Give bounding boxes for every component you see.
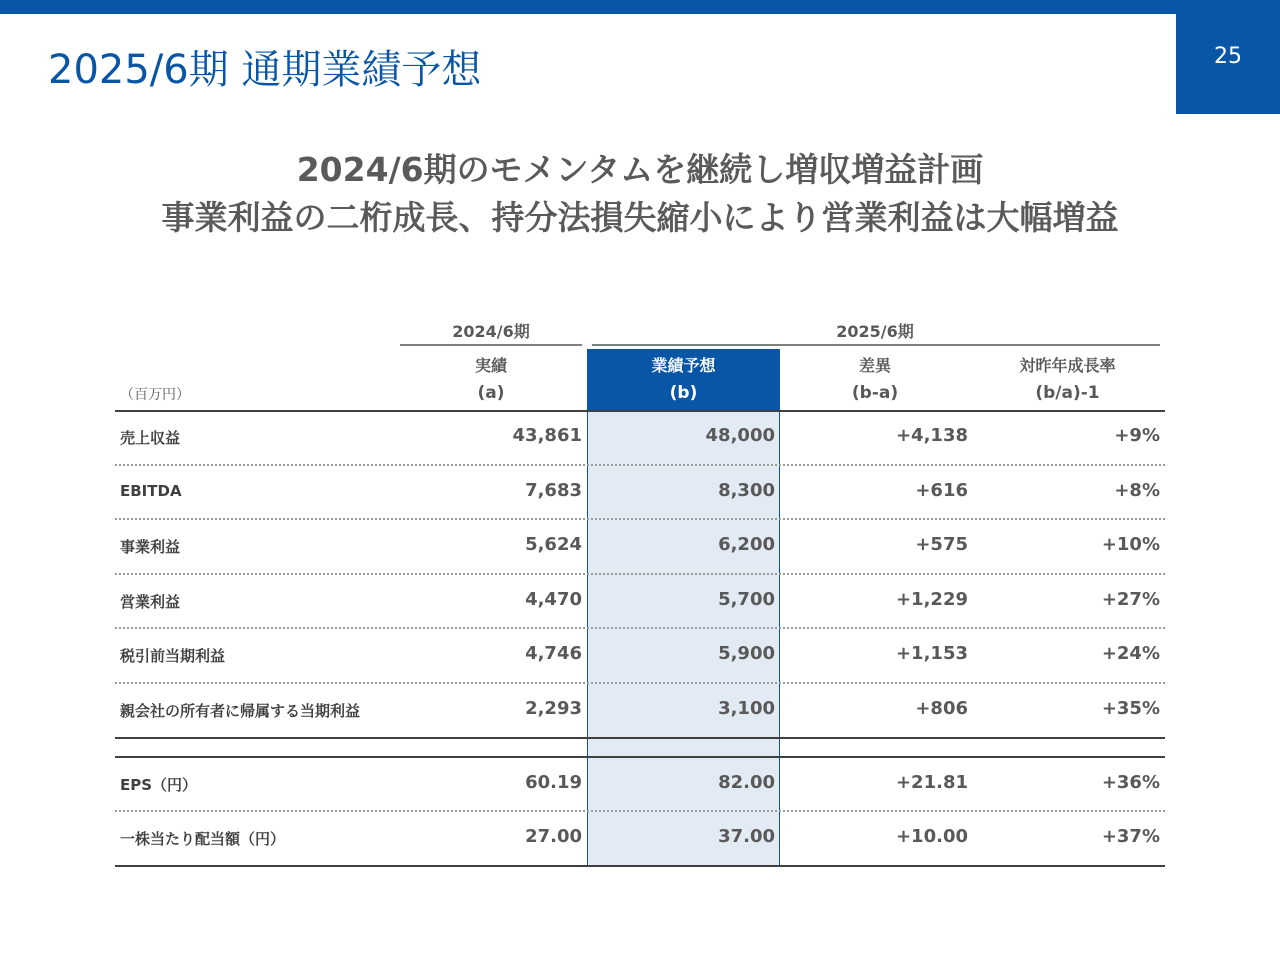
page-number-box [1176,0,1280,114]
row-divider [115,627,1165,629]
forecast-column-highlight [587,410,780,866]
cell-growth: +35% [1101,698,1160,719]
row-divider [115,573,1165,575]
cell-forecast: 82.00 [718,772,775,793]
cell-forecast: 5,700 [718,589,775,610]
cell-forecast: 6,200 [718,534,775,555]
unit-label: （百万円） [120,387,190,403]
cell-diff: +4,138 [895,425,968,446]
top-accent-bar [0,0,1280,14]
table-section-rule [115,737,1165,739]
row-divider [115,464,1165,466]
cell-actual: 4,746 [525,643,582,664]
cell-diff: +21.81 [895,772,968,793]
cell-growth: +10% [1101,534,1160,555]
row-divider [115,682,1165,684]
headline-line-1: 2024/6期のモメンタムを継続し増収増益計画 [296,150,984,189]
cell-actual: 4,470 [525,589,582,610]
headline-line-2: 事業利益の二桁成長、持分法損失縮小により営業利益は大幅増益 [161,198,1119,237]
row-label-business-profit: 事業利益 [120,538,181,556]
period-2024-header: 2024/6期 [452,322,530,341]
cell-actual: 2,293 [525,698,582,719]
cell-diff: +575 [915,534,968,555]
table-section-rule [115,756,1165,758]
row-label-net-profit-owners: 親会社の所有者に帰属する当期利益 [120,702,361,720]
col-sub-forecast: (b) [669,383,698,403]
cell-forecast: 37.00 [718,826,775,847]
cell-growth: +8% [1114,480,1160,501]
col-header-diff: 差異 [858,356,891,375]
cell-actual: 27.00 [525,826,582,847]
col-sub-diff: (b-a) [851,383,899,403]
row-divider [115,518,1165,520]
cell-growth: +24% [1101,643,1160,664]
cell-actual: 43,861 [512,425,582,446]
row-label-pretax-profit: 税引前当期利益 [120,647,226,665]
cell-forecast: 8,300 [718,480,775,501]
row-label-ebitda: EBITDA [120,482,182,500]
cell-forecast: 48,000 [705,425,775,446]
col-header-growth: 対昨年成長率 [1019,356,1116,375]
slide-title: 2025/6期 通期業績予想 [48,47,482,93]
table-header-rule [115,410,1165,412]
row-label-operating-profit: 営業利益 [120,593,181,611]
cell-growth: +9% [1114,425,1160,446]
cell-diff: +806 [915,698,968,719]
page-number: 25 [1214,44,1242,69]
cell-diff: +616 [915,480,968,501]
cell-diff: +10.00 [895,826,968,847]
cell-forecast: 5,900 [718,643,775,664]
col-sub-growth: (b/a)-1 [1035,383,1100,403]
cell-forecast: 3,100 [718,698,775,719]
col-header-actual: 実績 [474,356,507,375]
period-2025-underline [592,344,1160,346]
table-bottom-rule [115,865,1165,867]
period-2025-header: 2025/6期 [836,322,914,341]
cell-growth: +37% [1101,826,1160,847]
cell-actual: 7,683 [525,480,582,501]
period-2024-underline [400,344,582,346]
row-label-eps: EPS（円） [120,776,198,794]
row-label-revenue: 売上収益 [120,429,181,447]
cell-growth: +36% [1101,772,1160,793]
cell-diff: +1,153 [895,643,968,664]
cell-growth: +27% [1101,589,1160,610]
row-divider [115,810,1165,812]
cell-actual: 60.19 [525,772,582,793]
col-header-forecast: 業績予想 [651,356,716,375]
col-sub-actual: (a) [477,383,505,403]
cell-actual: 5,624 [525,534,582,555]
cell-diff: +1,229 [895,589,968,610]
row-label-dividend-per-share: 一株当たり配当額（円） [120,830,286,848]
